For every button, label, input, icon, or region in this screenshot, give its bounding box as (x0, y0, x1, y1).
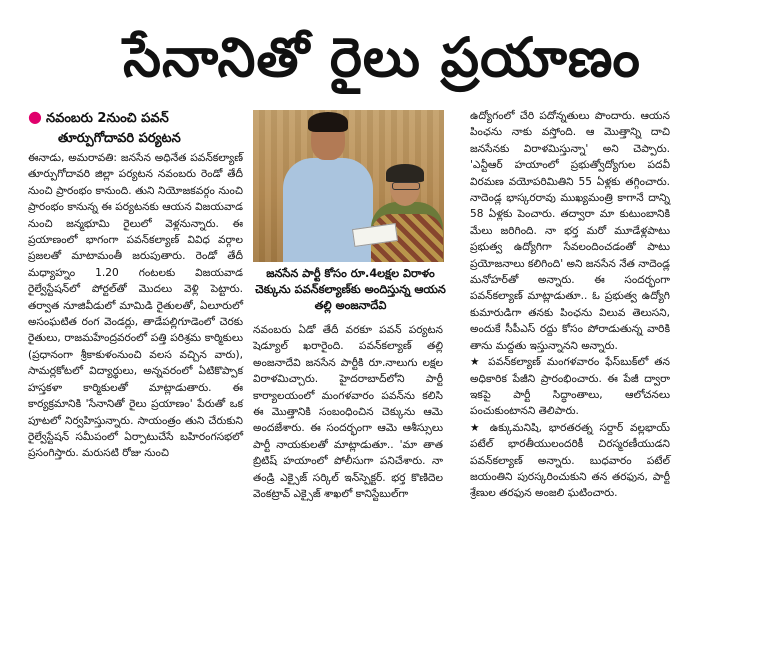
photo-woman-hair (386, 164, 424, 182)
article-column-left (28, 150, 243, 462)
article-column-right (470, 108, 670, 502)
photo-man-hair (308, 112, 348, 132)
article-column-middle (253, 322, 443, 502)
headline: సేనానితో రైలు ప్రయాణం (123, 26, 641, 89)
news-photo (253, 110, 444, 262)
article-paragraph: ఈనాడు, అమరావతి: జనసేన అధినేత పవన్‌కల్యాణ్ తూర్పుగోదావరి జిల్లా పర్యటన నవంబరు రెండో తేదీ నుంచి ప్రారంభం కానుంది. తుని నియోజకవర్గం నుంచి ప్రారంభం కానున్న ఈ పర్యటనకు ఆయన విజయవాడ నుంచి జన్మభూమి రైలులో వెళ్లనున్నారు. ఈ ప్రయాణంలో భాగంగా పవన్‌కల్యాణ్ వివిధ వర్గాల ప్రజలతో మాటామంతీ జరుపుతారు. రెండో తేదీ మధ్యాహ్నం 1.20 గంటలకు విజయవాడ రైల్వేస్టేషన్‌లో పోర్టల్‌తో మొదలు వెళ్లి పెట్టారు. తర్వాత నూజివీడులో మామిడి రైతులతో, ఏలూరులో అసంఘటిత రంగ వెండర్లు, తాడేపల్లిగూడెంలో చెరకు రైతులు, రాజమహేంద్రవరంలో పత్తి పరిశ్రమ కార్మికులు (ప్రధానంగా శ్రీకాకుళంనుంచి వలస వచ్చిన వారు), సామర్లకోటలో విద్యార్థులు, అన్నవరంలో ఏటికొప్పాక హస్తకళా కార్మికులతో మాట్లాడుతారు. ఈ కార్యక్రమానికి 'సేనానితో రైలు ప్రయాణం' పేరుతో ఒక పూటలో నిర్వహిస్తున్నారు. సాయంత్రం తుని చేరుకుని రైల్వేస్టేషన్ సమీపంలో ఏర్పాటుచేసే బహిరంగసభలో ప్రసంగిస్తారు. మరుసటి రోజు నుంచి (28, 152, 243, 460)
article-paragraph: ★ ఉక్కుమనిషి, భారతరత్న సర్దార్ వల్లభాయ్ పటేల్ భారతీయులందరికీ చిరస్మరణీయుడని పవన్‌కల్యాణ్ అన్నారు. బుధవారం పటేల్ జయంతిని పురస్కరించుకుని తన తరఫున, పార్టీ శ్రేణుల తరఫున అంజలి ఘటించారు. (470, 421, 670, 500)
subheadline-line2: తూర్పుగోదావరి పర్యటన (58, 131, 181, 146)
photo-man-figure (283, 158, 373, 262)
photo-caption: జనసేన పార్టీ కోసం రూ.4లక్షల విరాళం చెక్కును పవన్‌కల్యాణ్‌కు అందిస్తున్న ఆయన తల్లి అంజనాదేవి (255, 267, 446, 312)
article-paragraph: ★ పవన్‌కల్యాణ్ మంగళవారం ఫేస్‌బుక్‌లో తన అధికారిక పేజీని ప్రారంభించారు. ఈ పేజీ ద్వారా ఇకపై పార్టీ సిద్ధాంతాలు, ఆలోచనలు పంచుకుంటానని తెలిపారు. (470, 356, 670, 418)
bullet-icon: ● (28, 107, 42, 126)
subheadline-line1: నవంబరు 2నుంచి పవన్ (45, 111, 169, 126)
photo-woman-glasses (392, 182, 420, 190)
article-paragraph: నవంబరు ఏడో తేదీ వరకూ పవన్ పర్యటన షెడ్యూల్ ఖరారైంది. పవన్‌కల్యాణ్ తల్లి అంజనాదేవి జనసేన పార్టీకి రూ.నాలుగు లక్షల విరాళమిచ్చారు. హైదరాబాద్‌లోని పార్టీ కార్యాలయంలో మంగళవారం పవన్‌ను కలిసి ఈ మొత్తానికి సంబంధించిన చెక్కును ఆమె అందజేశారు. ఈ సందర్భంగా ఆమె ఆశీస్సులు పార్టీ నాయకులతో మాట్లాడుతూ.. 'మా తాత బ్రిటిష్ హయాంలో పోలీసుగా పనిచేశారు. నా తండ్రి ఎక్సైజ్ సర్కిల్ ఇన్‌స్పెక్టర్. భర్త కొణిదెల వెంకట్రావ్ ఎక్సైజ్ శాఖలో కానిస్టేబుల్‌గా (253, 324, 443, 501)
subheadline (28, 107, 258, 149)
article-paragraph: ఉద్యోగంలో చేరి పదోన్నతులు పొందారు. ఆయన పింఛను నాకు వస్తోంది. ఆ మొత్తాన్ని దాచి జనసేనకు విరాళమిస్తున్నా' అని చెప్పారు. 'ఎన్టీఆర్ హయాంలో ప్రభుత్వోద్యోగుల పదవీ విరమణ వయోపరిమితిని 55 ఏళ్లకు తగ్గించారు. నాదెండ్ల భాస్కరరావు ముఖ్యమంత్రి కాగానే దాన్ని 58 ఏళ్లకు పెంచారు. తద్వారా మా కుటుంబానికి మేలు జరిగింది. నా భర్త మరో మూడేళ్లపాటు ప్రభుత్వ ఉద్యోగిగా సేవలందించడంతో పాటు ప్రయోజనాలు కలిగింది' అని జనసేన నేత నాదెండ్ల మనోహర్‌తో అన్నారు. ఈ సందర్భంగా పవన్‌కల్యాణ్ మాట్లాడుతూ.. ఓ ప్రభుత్వ ఉద్యోగి కుమారుడిగా తనకు పింఛను విలువ తెలుసని, అందుకే సీపీఎస్ రద్దు కోసం పోరాడుతున్న వారికి తాను మద్దతు ఇస్తున్నానని అన్నారు. (470, 110, 670, 352)
